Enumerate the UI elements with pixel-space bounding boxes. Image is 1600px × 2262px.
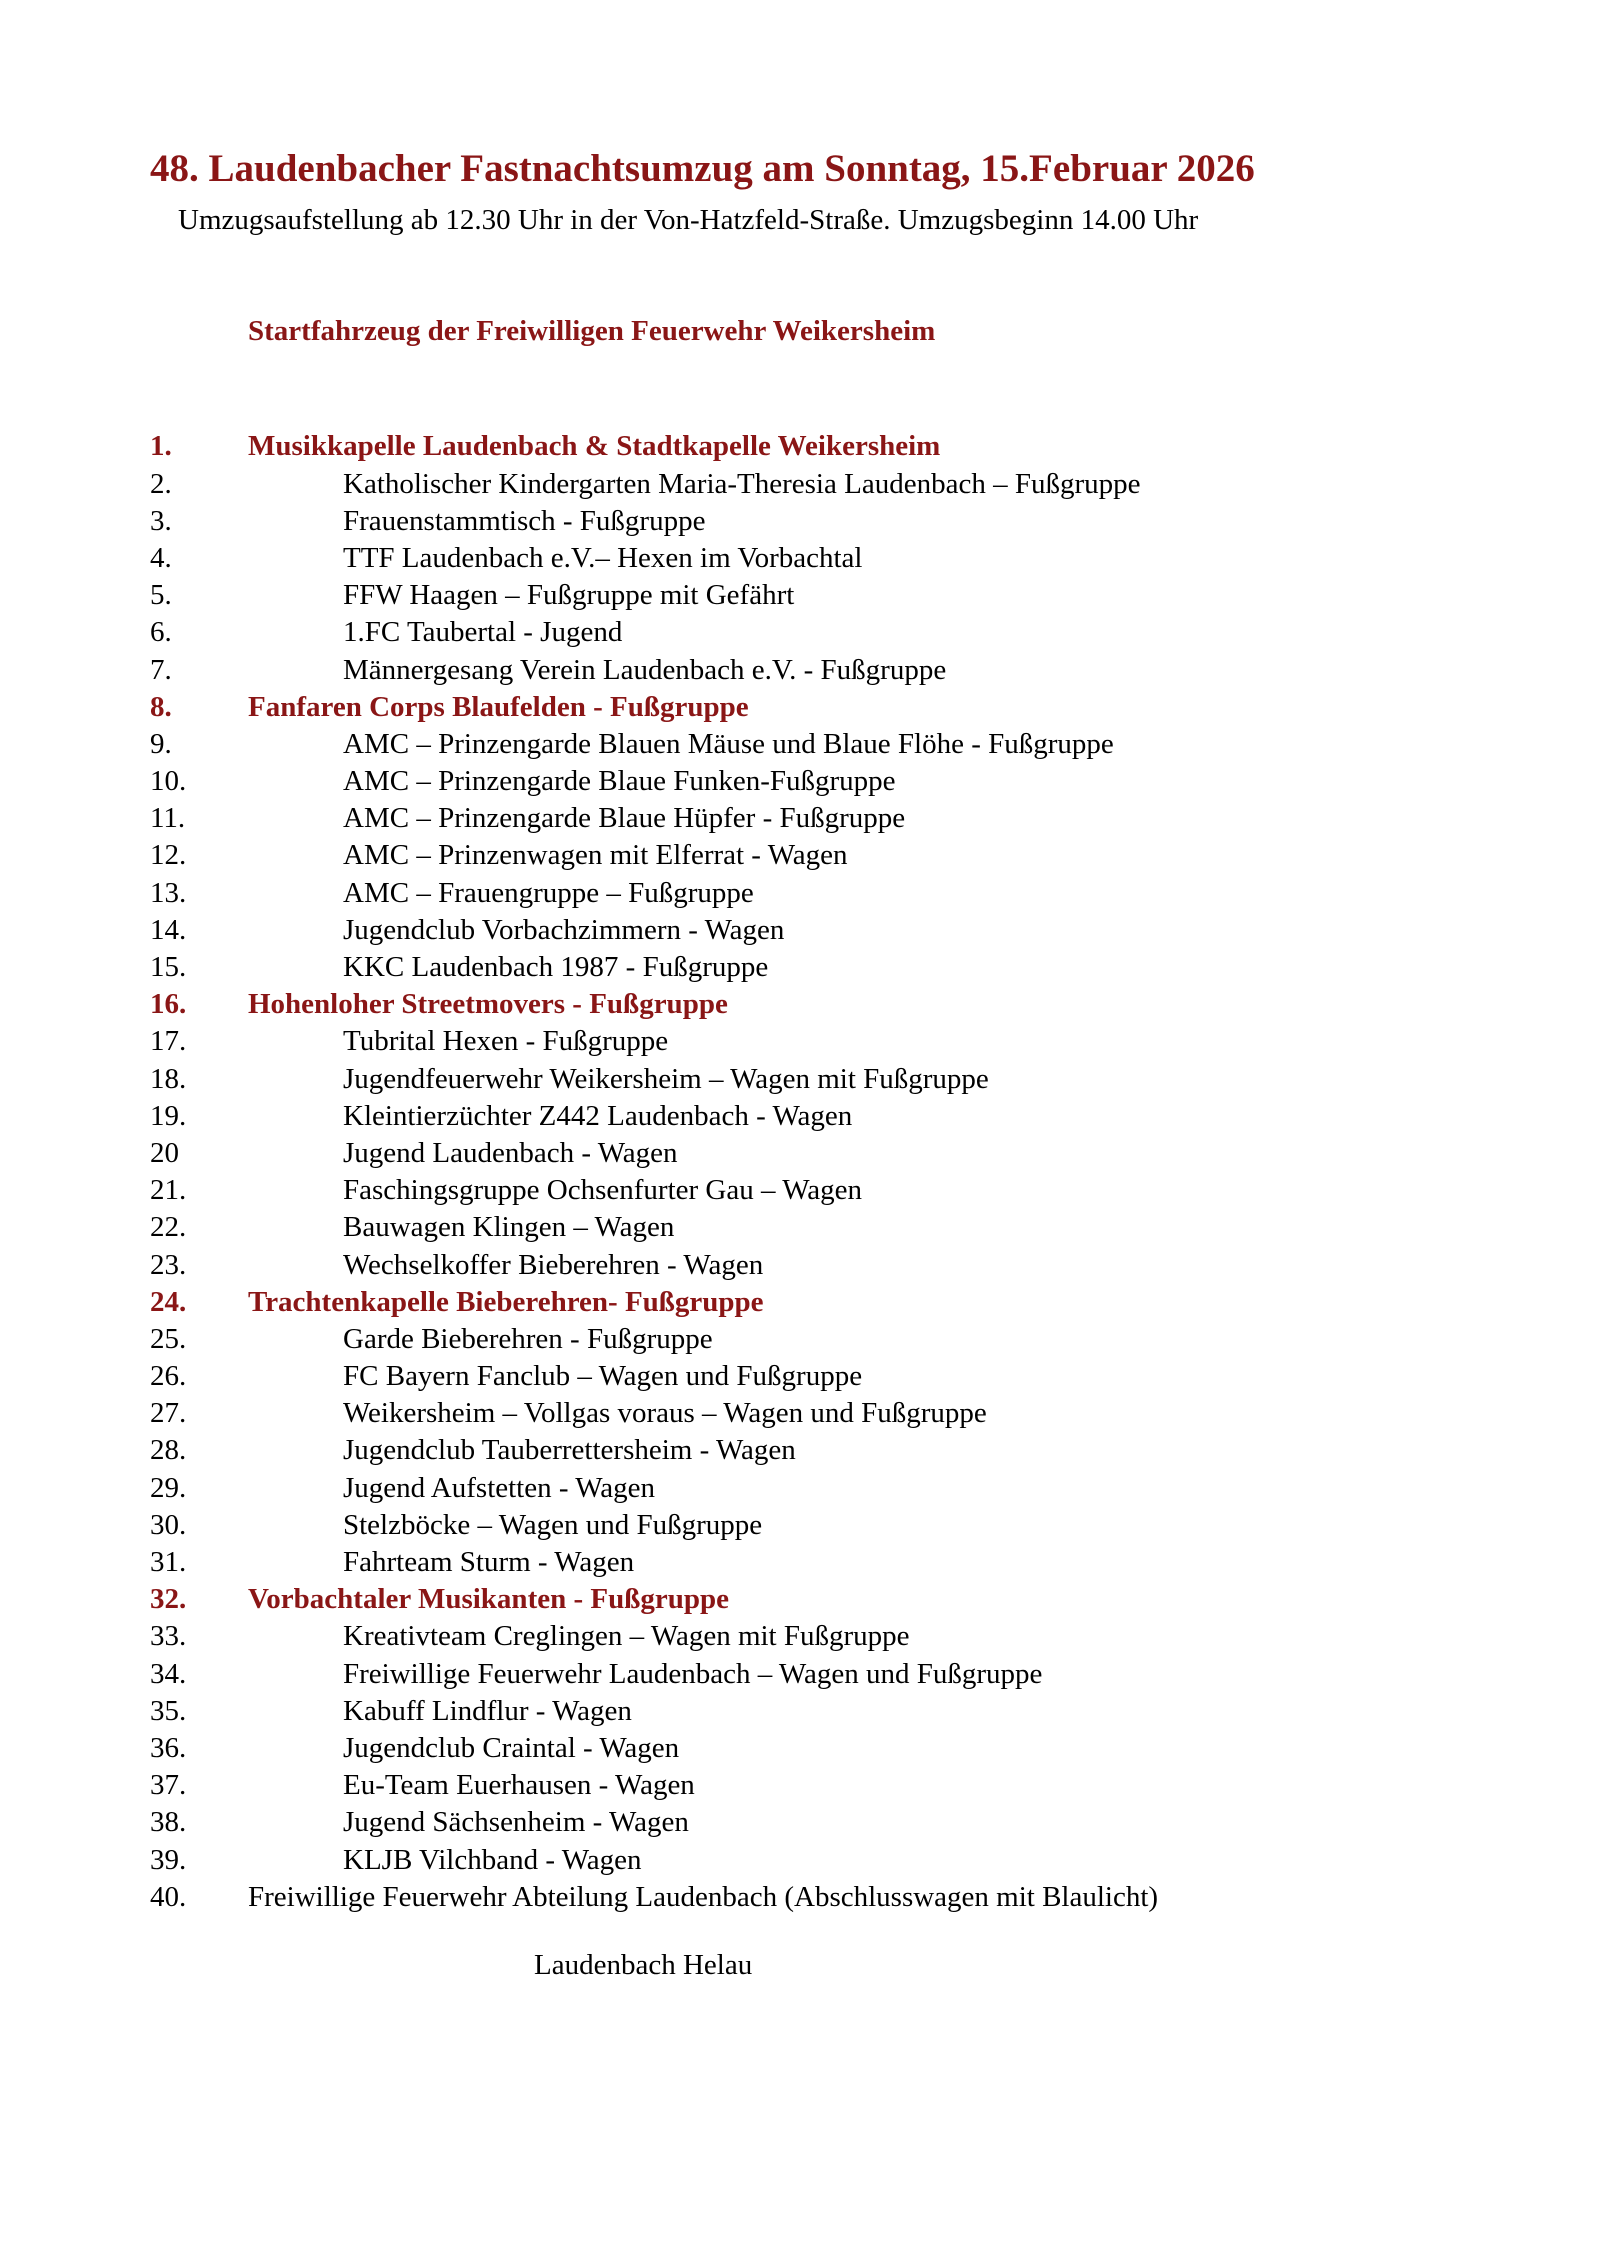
lineup-number: 12. xyxy=(150,839,187,872)
lineup-number: 3. xyxy=(150,504,172,537)
lineup-number: 16. xyxy=(150,988,187,1021)
lineup-label: Kabuff Lindflur - Wagen xyxy=(343,1694,632,1727)
lineup-number: 2. xyxy=(150,467,172,500)
lineup-label: Kleintierzüchter Z442 Laudenbach - Wagen xyxy=(343,1099,853,1132)
lineup-number: 34. xyxy=(150,1657,187,1690)
lineup-row xyxy=(150,1061,1560,1098)
lineup-row xyxy=(150,1656,1560,1693)
lineup-label: Jugendclub Vorbachzimmern - Wagen xyxy=(343,913,785,946)
lineup-number: 4. xyxy=(150,541,172,574)
lineup-label: Jugendclub Craintal - Wagen xyxy=(343,1731,680,1764)
lineup-row xyxy=(150,1879,1560,1916)
lineup-label: AMC – Prinzengarde Blauen Mäuse und Blaue Flöhe - Fußgruppe xyxy=(343,727,1114,760)
lineup-row xyxy=(150,726,1560,763)
lineup-label: Faschingsgruppe Ochsenfurter Gau – Wagen xyxy=(343,1174,862,1207)
lineup-row xyxy=(150,1544,1560,1581)
lineup-label: Weikersheim – Vollgas voraus – Wagen und Fußgruppe xyxy=(343,1397,987,1430)
lineup-label: Eu-Team Euerhausen - Wagen xyxy=(343,1769,695,1802)
lineup-row xyxy=(150,466,1560,503)
lineup-row xyxy=(150,1432,1560,1469)
lineup-number: 38. xyxy=(150,1806,187,1839)
lineup-label: AMC – Frauengruppe – Fußgruppe xyxy=(343,876,754,909)
lineup-row xyxy=(150,1507,1560,1544)
lineup-row xyxy=(150,1284,1560,1321)
lineup-row xyxy=(150,1470,1560,1507)
lineup-number: 37. xyxy=(150,1769,187,1802)
lineup-row xyxy=(150,875,1560,912)
lineup-number: 35. xyxy=(150,1694,187,1727)
lineup-label: Kreativteam Creglingen – Wagen mit Fußgruppe xyxy=(343,1620,910,1653)
lineup-number: 14. xyxy=(150,913,187,946)
lineup-number: 24. xyxy=(150,1285,187,1318)
lineup-label: Vorbachtaler Musikanten - Fußgruppe xyxy=(248,1583,729,1616)
lineup-label: Fahrteam Sturm - Wagen xyxy=(343,1546,635,1579)
lineup-row xyxy=(150,837,1560,874)
lineup-label: TTF Laudenbach e.V.– Hexen im Vorbachtal xyxy=(343,541,863,574)
lineup-label: Tubrital Hexen - Fußgruppe xyxy=(343,1025,669,1058)
lineup-label: FC Bayern Fanclub – Wagen und Fußgruppe xyxy=(343,1360,863,1393)
lineup-number: 31. xyxy=(150,1546,187,1579)
lineup-row xyxy=(150,1247,1560,1284)
lineup-row xyxy=(150,652,1560,689)
lineup-number: 28. xyxy=(150,1434,187,1467)
lineup-row xyxy=(150,1395,1560,1432)
lineup-row xyxy=(150,949,1560,986)
lineup-number: 23. xyxy=(150,1248,187,1281)
start-vehicle-line: Startfahrzeug der Freiwilligen Feuerwehr Weikersheim xyxy=(248,314,936,347)
lineup-number: 15. xyxy=(150,951,187,984)
lineup-row xyxy=(150,540,1560,577)
lineup-number: 1. xyxy=(150,430,172,463)
lineup-row xyxy=(150,428,1560,465)
lineup-row xyxy=(150,1358,1560,1395)
lineup-row xyxy=(150,1618,1560,1655)
lineup-row xyxy=(150,800,1560,837)
page-title: 48. Laudenbacher Fastnachtsumzug am Sonntag, 15.Februar 2026 xyxy=(150,147,1255,190)
lineup-label: Wechselkoffer Bieberehren - Wagen xyxy=(343,1248,764,1281)
lineup-label: AMC – Prinzengarde Blaue Hüpfer - Fußgruppe xyxy=(343,802,906,835)
lineup-row xyxy=(150,1581,1560,1618)
lineup-label: Jugendclub Tauberrettersheim - Wagen xyxy=(343,1434,796,1467)
lineup-number: 36. xyxy=(150,1731,187,1764)
lineup-label: Musikkapelle Laudenbach & Stadtkapelle Weikersheim xyxy=(248,430,941,463)
lineup-label: Fanfaren Corps Blaufelden - Fußgruppe xyxy=(248,690,749,723)
lineup-label: Katholischer Kindergarten Maria-Theresia Laudenbach – Fußgruppe xyxy=(343,467,1141,500)
lineup-label: FFW Haagen – Fußgruppe mit Gefährt xyxy=(343,579,795,612)
lineup-label: Jugend Sächsenheim - Wagen xyxy=(343,1806,689,1839)
lineup-row xyxy=(150,912,1560,949)
lineup-number: 17. xyxy=(150,1025,187,1058)
lineup-label: Jugend Laudenbach - Wagen xyxy=(343,1136,678,1169)
lineup-number: 30. xyxy=(150,1508,187,1541)
lineup-label: AMC – Prinzengarde Blaue Funken-Fußgruppe xyxy=(343,765,896,798)
lineup-number: 18. xyxy=(150,1062,187,1095)
lineup-row xyxy=(150,986,1560,1023)
lineup-row xyxy=(150,1842,1560,1879)
lineup-number: 22. xyxy=(150,1211,187,1244)
lineup-label: Frauenstammtisch - Fußgruppe xyxy=(343,504,706,537)
lineup-number: 10. xyxy=(150,765,187,798)
page-subtitle: Umzugsaufstellung ab 12.30 Uhr in der Von-Hatzfeld-Straße. Umzugsbeginn 14.00 Uhr xyxy=(178,203,1199,236)
lineup-number: 9. xyxy=(150,727,172,760)
lineup-number: 8. xyxy=(150,690,172,723)
lineup-number: 11. xyxy=(150,802,186,835)
lineup-row xyxy=(150,1804,1560,1841)
lineup-label: Freiwillige Feuerwehr Laudenbach – Wagen und Fußgruppe xyxy=(343,1657,1043,1690)
lineup-row xyxy=(150,689,1560,726)
lineup-number: 21. xyxy=(150,1174,187,1207)
lineup-label: Bauwagen Klingen – Wagen xyxy=(343,1211,675,1244)
lineup-label: Garde Bieberehren - Fußgruppe xyxy=(343,1322,713,1355)
lineup-label: Hohenloher Streetmovers - Fußgruppe xyxy=(248,988,728,1021)
lineup-row xyxy=(150,1172,1560,1209)
lineup-number: 6. xyxy=(150,616,172,649)
lineup-row xyxy=(150,1209,1560,1246)
lineup-list xyxy=(150,428,1560,1916)
lineup-label: AMC – Prinzenwagen mit Elferrat - Wagen xyxy=(343,839,848,872)
lineup-row xyxy=(150,1730,1560,1767)
lineup-row xyxy=(150,1693,1560,1730)
lineup-label: Freiwillige Feuerwehr Abteilung Laudenbach (Abschlusswagen mit Blaulicht) xyxy=(248,1880,1159,1913)
lineup-number: 26. xyxy=(150,1360,187,1393)
lineup-label: Jugendfeuerwehr Weikersheim – Wagen mit Fußgruppe xyxy=(343,1062,989,1095)
lineup-number: 39. xyxy=(150,1843,187,1876)
lineup-number: 25. xyxy=(150,1322,187,1355)
lineup-number: 13. xyxy=(150,876,187,909)
lineup-label: 1.FC Taubertal - Jugend xyxy=(343,616,623,649)
lineup-label: Stelzböcke – Wagen und Fußgruppe xyxy=(343,1508,763,1541)
lineup-row xyxy=(150,763,1560,800)
lineup-number: 20 xyxy=(150,1136,179,1169)
lineup-label: Jugend Aufstetten - Wagen xyxy=(343,1471,656,1504)
lineup-number: 33. xyxy=(150,1620,187,1653)
lineup-row xyxy=(150,1321,1560,1358)
lineup-number: 19. xyxy=(150,1099,187,1132)
lineup-number: 32. xyxy=(150,1583,187,1616)
lineup-label: KKC Laudenbach 1987 - Fußgruppe xyxy=(343,951,769,984)
lineup-row xyxy=(150,1767,1560,1804)
footer-text: Laudenbach Helau xyxy=(534,1948,753,1981)
lineup-row xyxy=(150,503,1560,540)
lineup-label: Trachtenkapelle Bieberehren- Fußgruppe xyxy=(248,1285,764,1318)
lineup-row xyxy=(150,577,1560,614)
lineup-number: 40. xyxy=(150,1880,187,1913)
lineup-label: Männergesang Verein Laudenbach e.V. - Fußgruppe xyxy=(343,653,947,686)
lineup-number: 29. xyxy=(150,1471,187,1504)
lineup-row xyxy=(150,614,1560,651)
lineup-row xyxy=(150,1023,1560,1060)
lineup-number: 5. xyxy=(150,579,172,612)
lineup-row xyxy=(150,1098,1560,1135)
lineup-number: 27. xyxy=(150,1397,187,1430)
lineup-row xyxy=(150,1135,1560,1172)
lineup-number: 7. xyxy=(150,653,172,686)
lineup-label: KLJB Vilchband - Wagen xyxy=(343,1843,642,1876)
